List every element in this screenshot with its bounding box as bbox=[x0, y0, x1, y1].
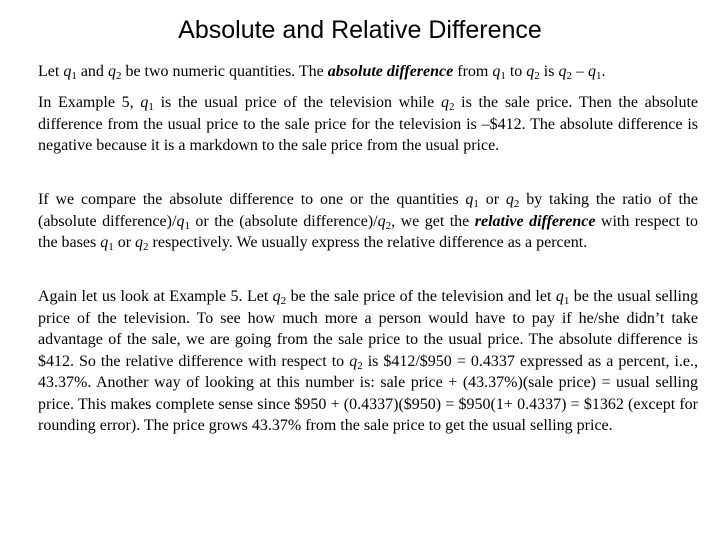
example-paragraph: In Example 5, $q_1$ is the usual price of the television while $q_2$ is the sale price. Then the absolute difference from the usual price to the sale price for the television is –$412. The absolute difference is negative because it is a markdown to the sale price from the usual price. bbox=[38, 94, 698, 154]
absolute-difference-term: absolute difference bbox=[327, 63, 454, 80]
worked-example-paragraph: Again let us look at Example 5. Let $q_2$ be the sale price of the television and let $q_1$ be the usual selling price of the television. To see how much more a person would have to pay if he/she didn’t take advantage of the sale, we are going from the sale price to the usual price. The absolute difference is $412. So the relative difference with respect to $q_2$ is $412/$950 = 0.4337 expressed as a percent, i.e., 43.37%. Another way of looking at this number is: sale price + (43.37%)(sale price) = usual selling price. This makes complete sense since $950 + (0.4337)($950) = $950(1+ 0.4337) = $1362 (except for rounding error). The price grows 43.37% from the sale price to get the usual selling price. bbox=[38, 288, 699, 434]
relative-difference-term: relative difference bbox=[474, 212, 596, 230]
definition-paragraph: Let $q_1$ and $q_2$ be two numeric quantities. The absolute difference from $q_1$ to $q_2$ is $q_2 - q_1$. bbox=[38, 63, 606, 82]
slide-title: Absolute and Relative Difference bbox=[178, 16, 542, 44]
relative-difference-paragraph: If we compare the absolute difference to one or the quantities $q_1$ or $q_2$ by taking the ratio of the (absolute $difference)/q_1$ or the (absolute $difference)/q_2$, we get the relative difference with respect to the bases $q_1$ or $q_2$ respectively. We usually express the relative difference as a percent. bbox=[38, 191, 699, 253]
